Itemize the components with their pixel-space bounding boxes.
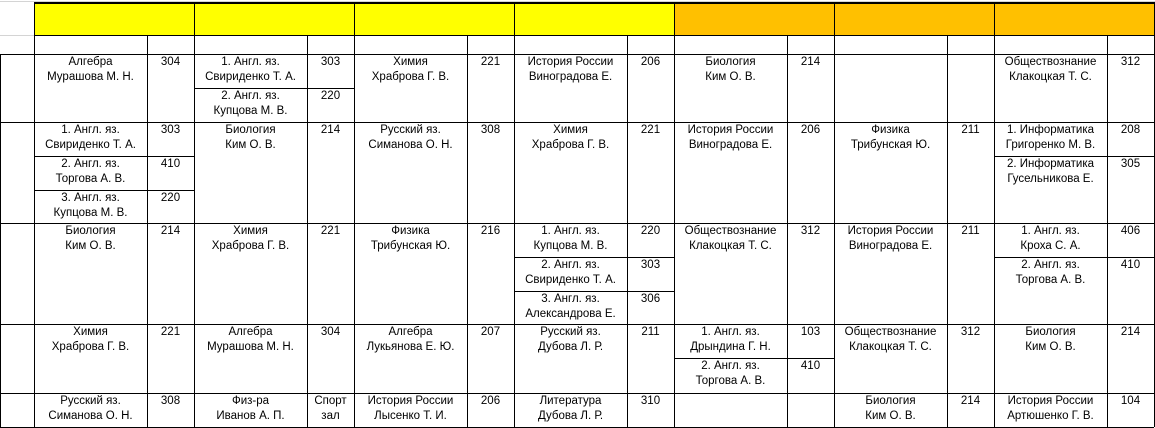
period-number — [0, 122, 34, 223]
teacher-name: Александрова Е. — [525, 308, 616, 320]
subject-name: Русский яз. — [540, 326, 601, 338]
subject-name: 2. Англ. яз. — [541, 259, 600, 271]
room-column-header — [787, 35, 834, 54]
room-number — [947, 54, 994, 122]
teacher-name: Мурашова М. Н. — [47, 71, 134, 83]
room-number: 220 — [160, 192, 181, 204]
border-line — [467, 35, 468, 427]
teacher-name: Клакоцкая Т. С. — [849, 341, 932, 353]
teacher-name: Виноградова Е. — [688, 139, 773, 151]
teacher-name: Свириденко Т. А. — [525, 274, 616, 286]
lesson-subject[interactable] — [34, 324, 147, 393]
subject-name: 1. Информатика — [1006, 124, 1095, 136]
teacher-name: Торгова А. В. — [55, 173, 126, 185]
room-number: 410 — [160, 158, 181, 170]
subject-name: Биология — [865, 395, 916, 407]
subject-column-header — [674, 35, 787, 54]
subject-name: 2. Информатика — [1006, 158, 1095, 170]
teacher-name: Ким О. В. — [65, 240, 116, 252]
teacher-name: Симанова О. Н. — [368, 139, 453, 151]
border-line — [834, 2, 835, 427]
lesson-subject[interactable] — [354, 54, 467, 122]
room-number: 206 — [480, 395, 501, 407]
room-column-header — [467, 35, 514, 54]
room-column-header — [1107, 35, 1154, 54]
lesson-subject[interactable] — [994, 257, 1107, 324]
teacher-name: Свириденко Т. А. — [45, 139, 136, 151]
subject-name: 1. Англ. яз. — [221, 56, 280, 68]
subject-name: Обществознание — [684, 225, 777, 237]
border-line — [627, 35, 628, 427]
period-number — [0, 223, 34, 324]
lesson-subject[interactable] — [34, 156, 147, 190]
subject-name: 2. Англ. яз. — [701, 360, 760, 372]
room-number: 303 — [640, 259, 661, 271]
lesson-subject[interactable] — [994, 393, 1107, 427]
subject-name: 1. Англ. яз. — [61, 124, 120, 136]
lesson-subject[interactable] — [514, 393, 627, 427]
lesson-subject[interactable] — [994, 223, 1107, 257]
room-column-header — [947, 35, 994, 54]
teacher-name: Свириденко Т. А. — [205, 71, 296, 83]
teacher-name: Ким О. В. — [865, 410, 916, 422]
subject-name: Биология — [1025, 326, 1076, 338]
subject-name: История России — [1007, 395, 1094, 407]
lesson-subject[interactable] — [514, 223, 627, 257]
room-number: 308 — [160, 395, 181, 407]
border-line — [0, 54, 1, 427]
subject-name: Алгебра — [68, 56, 113, 68]
room-number: 214 — [160, 225, 181, 237]
border-line — [34, 2, 35, 427]
room-number: 208 — [1120, 124, 1141, 136]
class-header-9м[interactable] — [834, 2, 994, 35]
room-number: 221 — [480, 56, 501, 68]
border-line — [307, 35, 308, 427]
subject-name: Обществознание — [1004, 56, 1097, 68]
subject-name: 2. Англ. яз. — [1021, 259, 1080, 271]
border-line — [0, 54, 34, 55]
lesson-subject[interactable] — [834, 393, 947, 427]
subject-column-header — [994, 35, 1107, 54]
border-line — [147, 35, 148, 427]
subject-column-header — [514, 35, 627, 54]
lesson-subject[interactable] — [34, 223, 147, 324]
teacher-name: Лысенко Т. И. — [374, 410, 447, 422]
lesson-subject[interactable] — [834, 223, 947, 324]
subject-name: Литература — [539, 395, 602, 407]
subject-name: 3. Англ. яз. — [61, 192, 120, 204]
border-line — [674, 2, 675, 427]
lesson-subject[interactable] — [354, 122, 467, 223]
lesson-subject[interactable] — [514, 122, 627, 223]
lesson-subject[interactable] — [674, 223, 787, 324]
subject-name: Русский яз. — [60, 395, 121, 407]
room-number: 220 — [320, 90, 341, 102]
room-number: 303 — [160, 124, 181, 136]
room-number: 303 — [320, 56, 341, 68]
room-number: 312 — [1120, 56, 1141, 68]
room-number: 207 — [480, 326, 501, 338]
subject-name: История России — [527, 56, 614, 68]
room-number: 221 — [640, 124, 661, 136]
border-line — [0, 324, 1154, 325]
room-number: 306 — [640, 293, 661, 305]
subject-name: Русский яз. — [380, 124, 441, 136]
lesson-subject[interactable] — [194, 393, 307, 427]
lesson-subject[interactable] — [194, 122, 307, 223]
room-number — [787, 393, 834, 427]
border-line — [34, 35, 1154, 36]
border-line — [194, 2, 195, 427]
lesson-subject[interactable] — [354, 324, 467, 393]
teacher-name: Храброва Г. В. — [211, 240, 290, 252]
room-column-header — [307, 35, 354, 54]
teacher-name: Гусельникова Е. — [1007, 173, 1094, 185]
gridline — [0, 35, 34, 36]
subject-name: Физика — [391, 225, 430, 237]
lesson-subject[interactable] — [834, 324, 947, 393]
teacher-name: Виноградова Е. — [848, 240, 933, 252]
border-line — [34, 2, 1154, 4]
lesson-subject[interactable] — [834, 122, 947, 223]
teacher-name: Дубова Л. Р. — [537, 341, 604, 353]
class-header-9а[interactable] — [674, 2, 834, 35]
teacher-name: Ким О. В. — [705, 71, 756, 83]
lesson-subject[interactable] — [354, 223, 467, 324]
border-line — [0, 223, 1154, 224]
teacher-name: Симанова О. Н. — [48, 410, 133, 422]
room-number: 211 — [961, 225, 980, 237]
border-line — [0, 393, 1154, 394]
teacher-name: Трибунская Ю. — [850, 139, 931, 151]
lesson-subject[interactable] — [514, 257, 627, 291]
subject-name: История России — [367, 395, 454, 407]
room-number: 305 — [1120, 158, 1141, 170]
subject-name: 2. Англ. яз. — [221, 90, 280, 102]
teacher-name: Виноградова Е. — [528, 71, 613, 83]
lesson-subject[interactable] — [674, 54, 787, 122]
subject-name: Алгебра — [228, 326, 273, 338]
subject-name: 1. Англ. яз. — [1021, 225, 1080, 237]
subject-name: Биология — [705, 56, 756, 68]
room-number: 304 — [320, 326, 341, 338]
room-number: 221 — [160, 326, 181, 338]
teacher-name: Иванов А. П. — [216, 410, 285, 422]
teacher-name: Храброва Г. В. — [51, 341, 130, 353]
room-number: 220 — [640, 225, 661, 237]
lesson-subject[interactable] — [674, 393, 787, 427]
lesson-subject[interactable] — [34, 122, 147, 156]
lesson-subject[interactable] — [194, 223, 307, 324]
subject-name: Химия — [73, 326, 108, 338]
teacher-name: Мурашова М. Н. — [207, 341, 294, 353]
room-number: 211 — [641, 326, 660, 338]
room-number: 214 — [320, 124, 341, 136]
teacher-name: Купцова М. В. — [533, 240, 608, 252]
teacher-name: Григоренко М. В. — [1005, 139, 1096, 151]
room-number: 206 — [640, 56, 661, 68]
room-number: 221 — [320, 225, 341, 237]
room-number: 312 — [800, 225, 821, 237]
subject-column-header — [194, 35, 307, 54]
teacher-name: Ким О. В. — [1025, 341, 1076, 353]
room-number: 406 — [1120, 225, 1141, 237]
subject-name: Алгебра — [388, 326, 433, 338]
subject-name: История России — [687, 124, 774, 136]
room-number: 103 — [800, 326, 821, 338]
lesson-subject[interactable] — [34, 190, 147, 223]
lesson-subject[interactable] — [514, 54, 627, 122]
lesson-subject[interactable] — [514, 291, 627, 324]
border-line — [354, 2, 355, 427]
teacher-name: Купцова М. В. — [53, 207, 128, 219]
subject-name: Физика — [871, 124, 910, 136]
lesson-subject[interactable] — [194, 88, 307, 122]
room-number: 308 — [480, 124, 501, 136]
teacher-name: Купцова М. В. — [213, 105, 288, 117]
subject-name: Химия — [393, 56, 428, 68]
room-number: 211 — [961, 124, 980, 136]
class-header-8б[interactable] — [194, 2, 354, 35]
period-number — [0, 54, 34, 122]
subject-name: История России — [847, 225, 934, 237]
teacher-name: Артюшенко Г. В. — [1007, 410, 1094, 422]
border-line — [1107, 35, 1108, 427]
lesson-subject[interactable] — [514, 324, 627, 393]
class-header-8ав[interactable] — [34, 2, 194, 35]
room-number: 312 — [960, 326, 981, 338]
border-line — [947, 35, 948, 427]
border-line — [514, 2, 515, 427]
subject-column-header — [354, 35, 467, 54]
border-line — [994, 2, 995, 427]
border-line — [34, 54, 1154, 55]
subject-name: Физ-ра — [231, 395, 270, 407]
lesson-subject[interactable] — [994, 54, 1107, 122]
lesson-subject[interactable] — [34, 393, 147, 427]
lesson-subject[interactable] — [994, 122, 1107, 156]
room-number: 216 — [480, 225, 501, 237]
class-header-8м[interactable] — [514, 2, 674, 35]
lesson-subject[interactable] — [674, 324, 787, 358]
teacher-name: Храброва Г. В. — [371, 71, 450, 83]
class-header-8г[interactable] — [354, 2, 514, 35]
period-number — [0, 324, 34, 393]
lesson-subject[interactable] — [834, 54, 947, 122]
lesson-subject[interactable] — [674, 122, 787, 223]
border-line — [0, 122, 1154, 123]
lesson-subject[interactable] — [354, 393, 467, 427]
teacher-name: Лукьянова Е. Ю. — [366, 341, 455, 353]
subject-name: 1. Англ. яз. — [701, 326, 760, 338]
subject-name: 1. Англ. яз. — [541, 225, 600, 237]
subject-name: 2. Англ. яз. — [61, 158, 120, 170]
subject-name: 3. Англ. яз. — [541, 293, 600, 305]
room-number: 104 — [1120, 395, 1141, 407]
room-number: 410 — [800, 360, 821, 372]
teacher-name: Кроха С. А. — [1020, 240, 1081, 252]
teacher-name: Клакоцкая Т. С. — [1009, 71, 1092, 83]
lesson-subject[interactable] — [994, 324, 1107, 393]
room-number: Спорт зал — [314, 395, 347, 422]
subject-name: Химия — [553, 124, 588, 136]
room-column-header — [147, 35, 194, 54]
subject-name: Биология — [225, 124, 276, 136]
subject-name: Обществознание — [844, 326, 937, 338]
class-header-9сп[interactable] — [994, 2, 1154, 35]
room-number: 214 — [960, 395, 981, 407]
teacher-name: Ким О. В. — [225, 139, 276, 151]
teacher-name: Торгова А. В. — [1015, 274, 1086, 286]
lesson-subject[interactable] — [194, 54, 307, 88]
subject-column-header — [834, 35, 947, 54]
teacher-name: Храброва Г. В. — [531, 139, 610, 151]
room-number: 304 — [160, 56, 181, 68]
room-number: 214 — [1120, 326, 1141, 338]
lesson-subject[interactable] — [194, 324, 307, 393]
room-number: 410 — [1120, 259, 1141, 271]
border-line — [787, 35, 788, 427]
room-number: 214 — [800, 56, 821, 68]
lesson-subject[interactable] — [34, 54, 147, 122]
lesson-subject[interactable] — [674, 358, 787, 393]
teacher-name: Дубова Л. Р. — [537, 410, 604, 422]
room-column-header — [627, 35, 674, 54]
room-number: 206 — [800, 124, 821, 136]
lesson-subject[interactable] — [994, 156, 1107, 223]
teacher-name: Торгова А. В. — [695, 375, 766, 387]
subject-column-header — [34, 35, 147, 54]
teacher-name: Дрындина Г. Н. — [690, 341, 771, 353]
teacher-name: Трибунская Ю. — [370, 240, 451, 252]
subject-name: Химия — [233, 225, 268, 237]
subject-name: Биология — [65, 225, 116, 237]
teacher-name: Клакоцкая Т. С. — [689, 240, 772, 252]
period-number — [0, 393, 34, 427]
room-number: 310 — [640, 395, 661, 407]
